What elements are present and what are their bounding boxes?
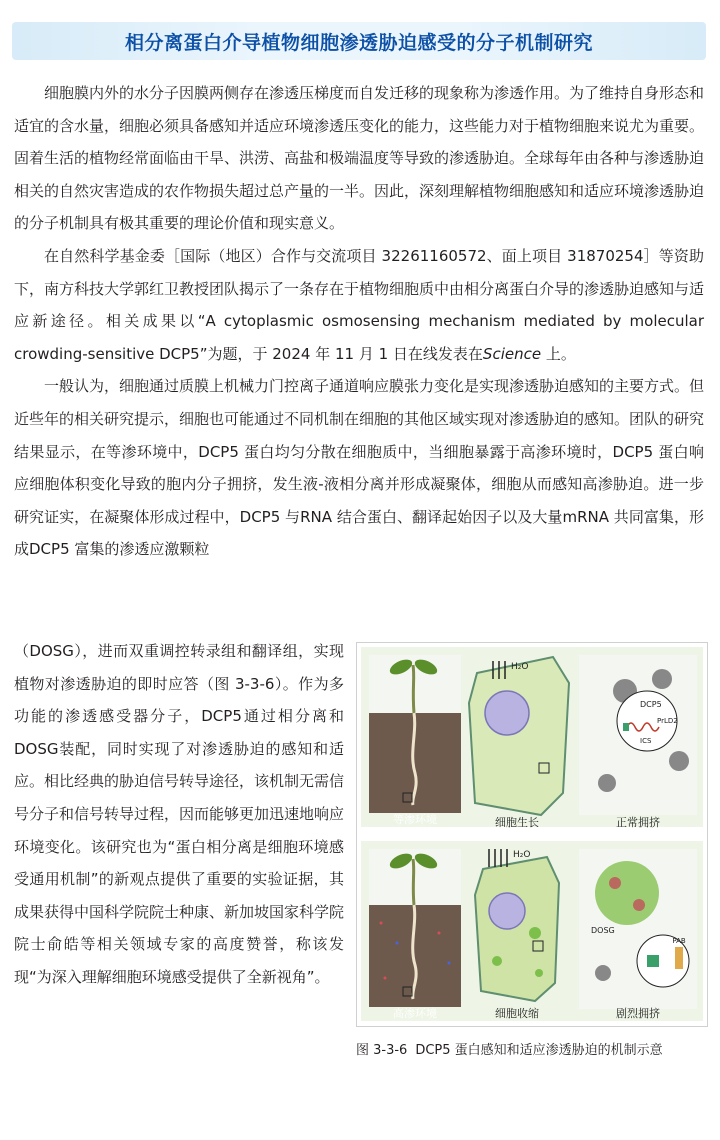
journal-name: Science (482, 344, 542, 363)
condensate-2 (492, 956, 502, 966)
article-body (14, 77, 704, 566)
nucleus-top (485, 691, 529, 735)
h2o-top: H₂O (511, 662, 529, 672)
article-body-wrapped (14, 635, 344, 994)
protein-4 (598, 774, 616, 792)
pab-protein (675, 947, 683, 969)
stem-top (413, 665, 414, 713)
protein-2 (652, 669, 672, 689)
label-dcp5-top: DCP5 (640, 700, 662, 709)
title-banner (12, 22, 706, 60)
label-ics: ICS (640, 737, 652, 745)
label-cell-growth: 细胞生长 (495, 816, 539, 829)
protein-3 (669, 751, 689, 771)
condensate-3 (535, 969, 543, 977)
paragraph-2-tail: 上。 (541, 344, 576, 363)
mechanism-diagram (357, 643, 707, 1026)
dosg-granule (595, 861, 659, 925)
label-normal-crowding: 正常拥挤 (616, 816, 660, 829)
dcp5-domain (623, 723, 629, 731)
label-isotonic: 等渗环境 (393, 813, 437, 826)
label-severe-crowding: 剧烈拥挤 (616, 1007, 660, 1020)
cell-shrunk (475, 857, 559, 1001)
paragraph-3: 一般认为，细胞通过质膜上机械力门控离子通道响应膜张力变化是实现渗透胁迫感知的主要方式。但近些年的相关研究提示，细胞也可能通过不同机制在细胞的其他区域实现对渗透胁迫的感知。团队的研究结果显示，在等渗环境中，DCP5 蛋白均匀分散在细胞质中，当细胞暴露于高渗环境时，DCP5 蛋白响应细胞体积变化导致的胞内分子拥挤，发生液-液相分离并形成凝聚体，细胞从而感知高渗胁迫。进一步研究证实，在凝聚体形成过程中，DCP5 与RNA 结合蛋白、翻译起始因子以及大量mRNA 共同富集，形成DCP5 富集的渗透应激颗粒 (14, 377, 705, 559)
h2o-bottom: H₂O (513, 850, 531, 860)
figure-caption (356, 1039, 708, 1058)
label-hypertonic: 高渗环境 (393, 1007, 437, 1020)
protein-5 (595, 965, 611, 981)
paragraph-1: 细胞膜内外的水分子因膜两侧存在渗透压梯度而自发迁移的现象称为渗透作用。为了维持自身形态和适宜的含水量，细胞必须具备感知并适应环境渗透压变化的能力，这些能力对于植物细胞来说尤为重要。固着生活的植物经常面临由干旱、洪涝、高盐和极端温度等导致的渗透胁迫。全球每年由各种与渗透胁迫相关的自然灾害造成的农作物损失超过总产量的一半。因此，深刻理解植物细胞感知和适应环境渗透胁迫的分子机制具有极其重要的理论价值和现实意义。 (14, 84, 705, 233)
dcp5-bound (647, 955, 659, 967)
nucleus-bottom (489, 893, 525, 929)
label-cell-shrink: 细胞收缩 (495, 1007, 539, 1020)
label-prld2: PrLD2 (657, 717, 678, 725)
caption-number: 图 3-3-6 (356, 1043, 408, 1058)
label-pab: PAB (672, 937, 686, 945)
label-dosg: DOSG (591, 926, 615, 935)
salt-dot-2 (396, 942, 399, 945)
cell-normal (469, 657, 569, 815)
salt-dot-4 (448, 962, 451, 965)
stem-bottom (413, 859, 414, 905)
salt-dot-3 (438, 932, 441, 935)
dosg-mrna-1 (609, 877, 621, 889)
condensate-1 (529, 927, 541, 939)
salt-dot-1 (380, 922, 383, 925)
paragraph-3-continued: （DOSG），进而双重调控转录组和翻译组，实现植物对渗透胁迫的即时应答（图 3-3-6）。作为多功能的渗透感受器分子，DCP5通过相分离和DOSG装配，同时实现了对渗透胁迫的感知和适应。相比经典的胁迫信号转导途径，该机制无需信号分子和信号转导过程，因而能够更加迅速地响应环境变化。该研究也为“蛋白相分离是细胞环境感受通用机制”的新观点提供了重要的实验证据，其成果获得中国科学院院士种康、新加坡国家科学院院士俞皓等相关领域专家的高度赞誉，称该发现“为深入理解细胞环境感受提供了全新视角”。 (14, 642, 345, 986)
caption-text: DCP5 蛋白感知和适应渗透胁迫的机制示意 (415, 1043, 663, 1058)
figure-3-3-6 (356, 642, 708, 1027)
paragraph-2-text: 在自然科学基金委［国际（地区）合作与交流项目 32261160572、面上项目 31870254］等资助下，南方科技大学郭红卫教授团队揭示了一条存在于植物细胞质中由相分离蛋白介导的渗透胁迫感知与适应新途径。相关成果以“A cytoplasmic osmosensing mechanism mediated by molecular crowding-sensitive DCP5”为题，于 2024 年 11 月 1 日在线发表在 (14, 246, 705, 363)
dosg-mrna-2 (633, 899, 645, 911)
paragraph-2 (14, 240, 704, 370)
page-title: 相分离蛋白介导植物细胞渗透胁迫感受的分子机制研究 (124, 32, 593, 54)
salt-dot-5 (384, 977, 387, 980)
